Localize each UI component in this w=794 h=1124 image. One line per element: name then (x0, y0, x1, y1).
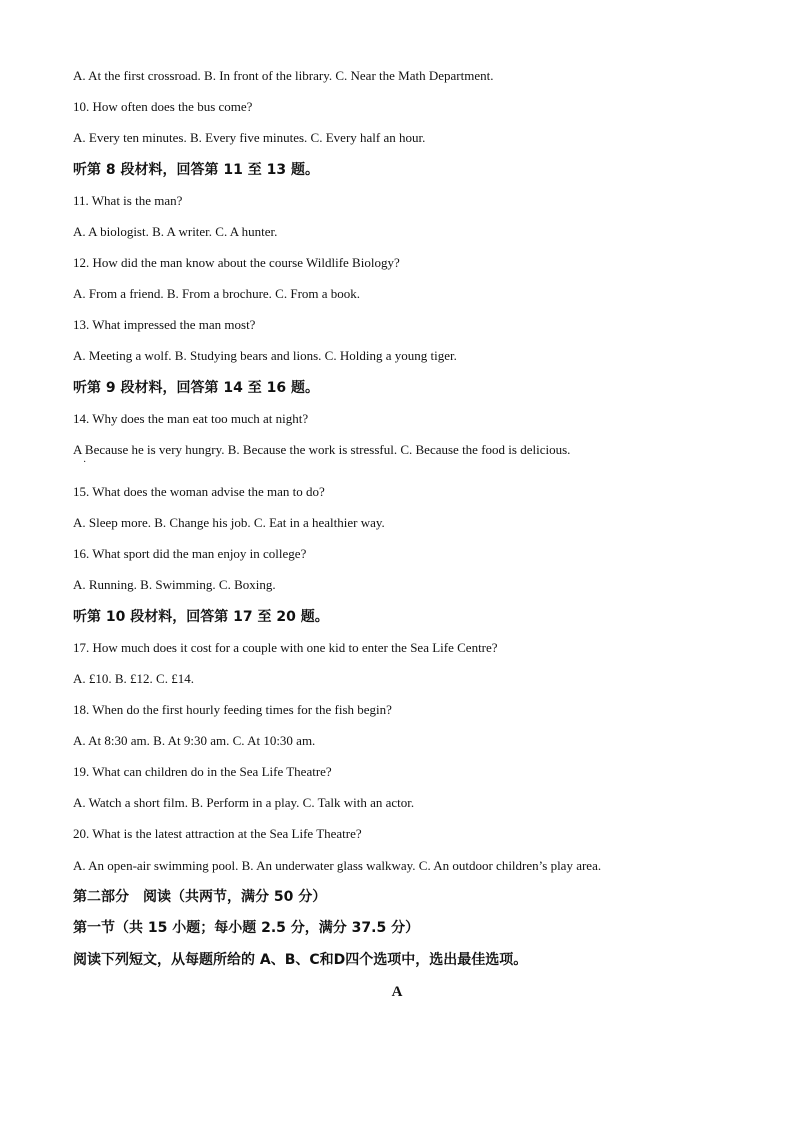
answer-options-19: A. Watch a short film. B. Perform in a play. C. Talk with an actor. (73, 795, 415, 810)
question-12: 12. How did the man know about the course Wildlife Biology? (73, 255, 400, 270)
section-heading-material-10: 听第 10 段材料，回答第 17 至 20 题。 (73, 609, 329, 625)
answer-options-20: A. An open-air swimming pool. B. An underwater glass walkway. C. An outdoor children’s play area. (73, 858, 602, 873)
question-16: 16. What sport did the man enjoy in college? (73, 546, 307, 561)
question-10: 10. How often does the bus come? (73, 99, 253, 114)
question-15: 15. What does the woman advise the man to do? (73, 484, 325, 499)
question-19: 19. What can children do in the Sea Life Theatre? (73, 764, 332, 779)
answer-options-15: A. Sleep more. B. Change his job. C. Eat in a healthier way. (73, 515, 385, 530)
answer-options-10: A. Every ten minutes. B. Every five minutes. C. Every half an hour. (73, 130, 426, 145)
stray-dot-mark: · (83, 457, 87, 468)
answer-options-11: A. A biologist. B. A writer. C. A hunter. (73, 224, 278, 239)
section-one-heading: 第一节（共 15 小题；每小题 2.5 分，满分 37.5 分） (73, 920, 420, 936)
answer-options-18: A. At 8:30 am. B. At 9:30 am. C. At 10:30 am. (73, 733, 316, 748)
question-17: 17. How much does it cost for a couple with one kid to enter the Sea Life Centre? (73, 640, 498, 655)
question-11: 11. What is the man? (73, 193, 183, 208)
passage-label: A (391, 984, 403, 1000)
answer-options-17: A. £10. B. £12. C. £14. (73, 671, 194, 686)
answer-options-16: A. Running. B. Swimming. C. Boxing. (73, 577, 276, 592)
section-heading-material-8: 听第 8 段材料，回答第 11 至 13 题。 (73, 162, 319, 178)
answer-options-12: A. From a friend. B. From a brochure. C. From a book. (73, 286, 361, 301)
question-18: 18. When do the first hourly feeding times for the fish begin? (73, 702, 392, 717)
question-14: 14. Why does the man eat too much at night? (73, 411, 309, 426)
part-two-heading: 第二部分 阅读（共两节，满分 50 分） (73, 889, 327, 905)
question-13: 13. What impressed the man most? (73, 317, 256, 332)
question-20: 20. What is the latest attraction at the Sea Life Theatre? (73, 826, 362, 841)
answer-options-9: A. At the first crossroad. B. In front of the library. C. Near the Math Department. (73, 68, 494, 83)
answer-options-13: A. Meeting a wolf. B. Studying bears and lions. C. Holding a young tiger. (73, 348, 457, 363)
reading-instruction: 阅读下列短文，从每题所给的 A、B、C和D四个选项中，选出最佳选项。 (73, 952, 528, 968)
section-heading-material-9: 听第 9 段材料，回答第 14 至 16 题。 (73, 380, 319, 396)
answer-options-14: A Because he is very hungry. B. Because the work is stressful. C. Because the food is delicious. (73, 442, 571, 457)
